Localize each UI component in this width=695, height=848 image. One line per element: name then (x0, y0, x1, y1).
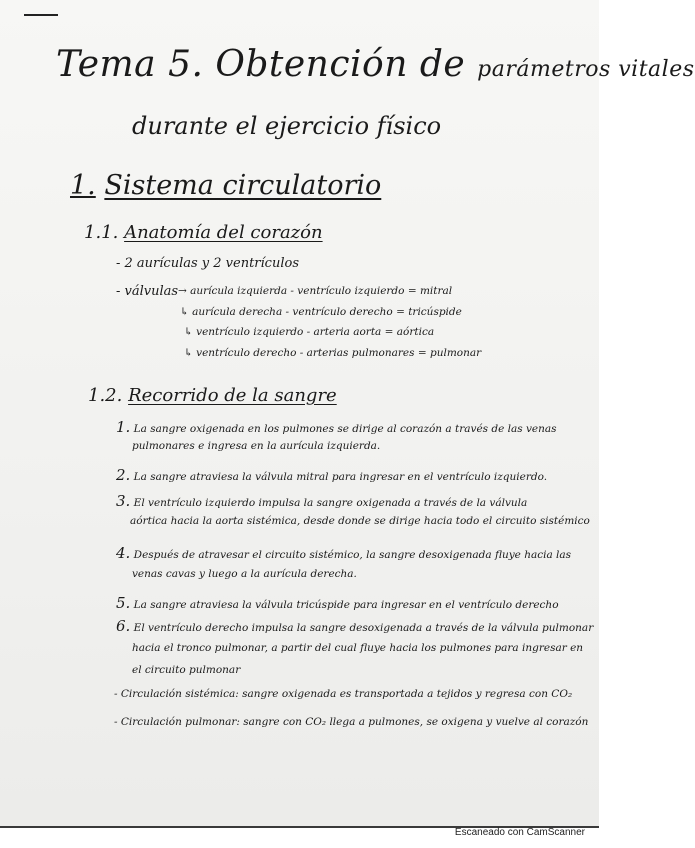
subsection-heading-anatomy (84, 222, 323, 243)
section-label: Sistema circulatorio (104, 170, 382, 201)
step-continuation: pulmonares e ingresa en la aurícula izquierda. (132, 440, 381, 452)
list-item (116, 594, 559, 612)
step-text: El ventrículo derecho impulsa la sangre desoxigenada a través de la válvula pulmonar (133, 622, 594, 634)
subsection-heading-route (88, 385, 337, 406)
page-title-line-1 (56, 44, 695, 85)
valve-line: → aurícula izquierda - ventrículo izquierdo = mitral (178, 285, 453, 297)
step-number: 6. (116, 617, 131, 635)
scanner-watermark: Escaneado con CamScanner (454, 827, 585, 838)
list-item (116, 544, 571, 562)
section-number: 1. (70, 170, 96, 201)
step-text: Después de atravesar el circuito sistémico, la sangre desoxigenada fluye hacia las (133, 549, 572, 561)
step-text: La sangre atraviesa la válvula mitral para ingresar en el ventrículo izquierdo. (133, 471, 548, 483)
title-main: Tema 5. Obtención de (56, 44, 466, 85)
list-item (116, 466, 547, 484)
subsection-label: Recorrido de la sangre (128, 385, 337, 406)
section-heading (70, 170, 381, 201)
step-text: La sangre atraviesa la válvula tricúspide para ingresar en el ventrículo derecho (133, 599, 559, 611)
step-number: 3. (116, 492, 131, 510)
valve-line: ↳ aurícula derecha - ventrículo derecho = tricúspide (180, 306, 462, 318)
page-title-line-2: durante el ejercicio físico (132, 112, 442, 140)
note-line: - Circulación pulmonar: sangre con CO₂ llega a pulmones, se oxigena y vuelve al corazón (114, 716, 589, 728)
title-small: parámetros vitales (477, 57, 695, 82)
step-number: 4. (116, 544, 131, 562)
step-number: 5. (116, 594, 131, 612)
step-continuation: hacia el tronco pulmonar, a partir del cual fluye hacia los pulmones para ingresar en (132, 642, 584, 654)
list-item (116, 418, 557, 436)
list-item: - 2 aurículas y 2 ventrículos (116, 256, 299, 271)
step-text: El ventrículo izquierdo impulsa la sangre oxigenada a través de la válvula (133, 497, 528, 509)
list-item (116, 617, 593, 635)
step-number: 2. (116, 466, 131, 484)
list-item (116, 492, 527, 510)
top-mark (24, 14, 58, 16)
subsection-number: 1.2. (88, 385, 123, 406)
note-line: - Circulación sistémica: sangre oxigenada es transportada a tejidos y regresa con CO₂ (114, 688, 573, 700)
subsection-label: Anatomía del corazón (124, 222, 323, 243)
step-number: 1. (116, 418, 131, 436)
valve-line: ↳ ventrículo izquierdo - arteria aorta = aórtica (184, 326, 435, 338)
step-continuation: venas cavas y luego a la aurícula derecha. (132, 568, 357, 580)
valve-line: ↳ ventrículo derecho - arterias pulmonares = pulmonar (184, 347, 482, 359)
step-continuation: aórtica hacia la aorta sistémica, desde donde se dirige hacia todo el circuito sistémico (130, 515, 590, 527)
step-text: La sangre oxigenada en los pulmones se dirige al corazón a través de las venas (133, 423, 557, 435)
list-item: - válvulas (116, 284, 179, 299)
subsection-number: 1.1. (84, 222, 119, 243)
step-continuation: el circuito pulmonar (132, 664, 241, 676)
